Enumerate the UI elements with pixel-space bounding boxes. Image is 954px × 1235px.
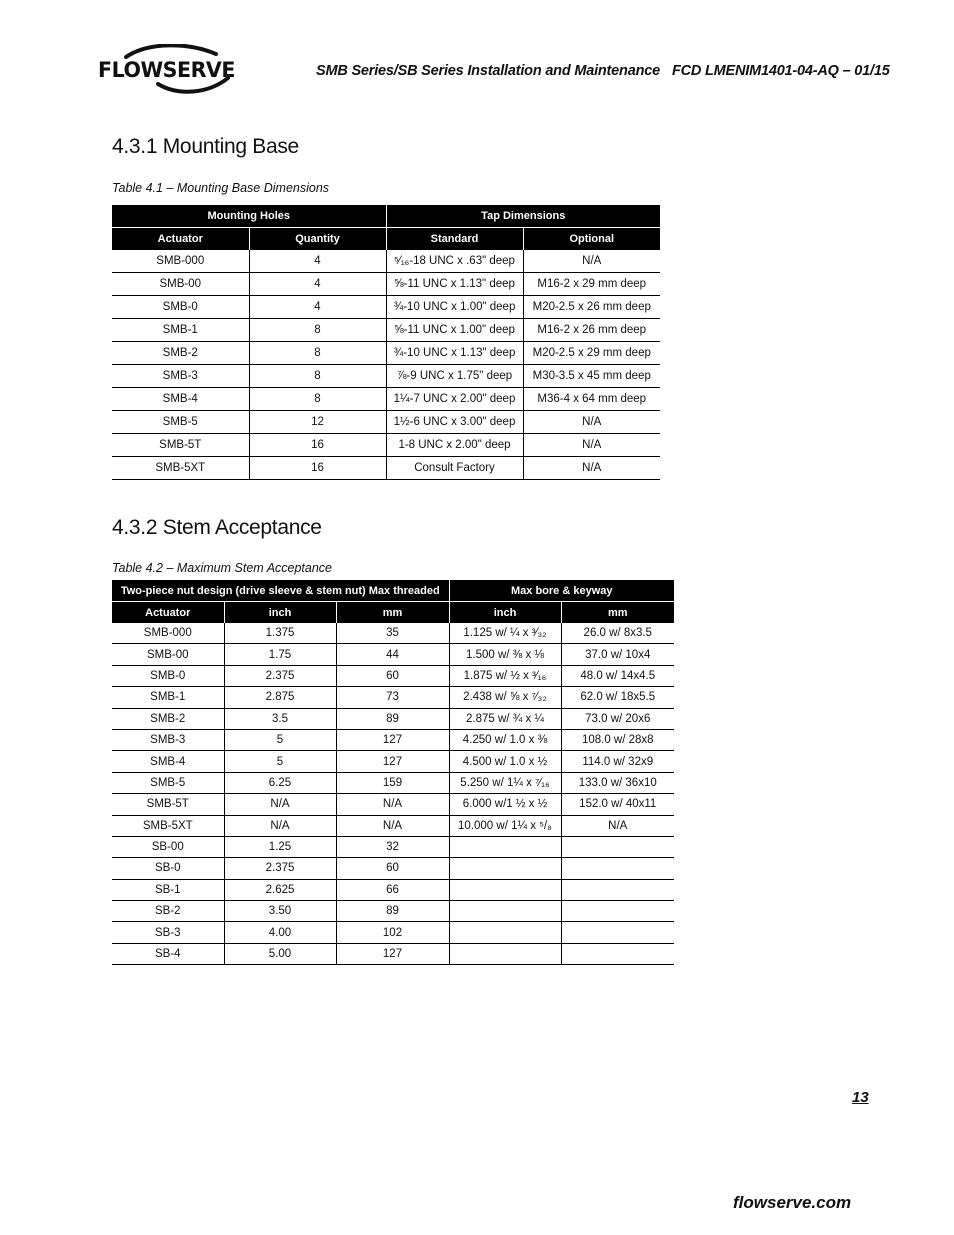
column-header-standard: Standard: [386, 228, 523, 251]
table-cell: 60: [336, 665, 449, 686]
table-cell: 1.500 w/ ⅜ x ⅛: [449, 644, 561, 665]
table-cell: SMB-5: [112, 411, 249, 434]
table-cell: 1-8 UNC x 2.00" deep: [386, 434, 523, 457]
mounting-base-table: [112, 205, 660, 480]
table-cell: 5: [224, 729, 336, 750]
table-cell: M16-2 x 26 mm deep: [523, 319, 660, 342]
table-cell: 4.500 w/ 1.0 x ½: [449, 751, 561, 772]
column-header-threaded-mm: mm: [336, 602, 449, 624]
table-cell: M20-2.5 x 26 mm deep: [523, 296, 660, 319]
table-row: [112, 815, 674, 836]
flowserve-logo: [98, 44, 238, 96]
table-cell: 2.875: [224, 687, 336, 708]
column-header-quantity: Quantity: [249, 228, 386, 251]
column-header-actuator: Actuator: [112, 602, 224, 624]
table-cell: SMB-000: [112, 623, 224, 644]
table-cell: 37.0 w/ 10x4: [561, 644, 674, 665]
table-cell: 73.0 w/ 20x6: [561, 708, 674, 729]
table-cell: [561, 836, 674, 857]
table-cell: SMB-4: [112, 751, 224, 772]
table-cell: 60: [336, 858, 449, 879]
table-cell: N/A: [523, 434, 660, 457]
group-header-max-bore-keyway: Max bore & keyway: [449, 580, 674, 602]
table-cell: SMB-5T: [112, 794, 224, 815]
table-row: [112, 922, 674, 943]
table-cell: [561, 943, 674, 964]
footer-url: flowserve.com: [733, 1193, 852, 1212]
table-cell: M36-4 x 64 mm deep: [523, 388, 660, 411]
table-row: [112, 365, 660, 388]
table-row: [112, 772, 674, 793]
table-row: [112, 250, 660, 273]
table-cell: N/A: [561, 815, 674, 836]
table-cell: SB-2: [112, 901, 224, 922]
table-cell: 26.0 w/ 8x3.5: [561, 623, 674, 644]
table-row: [112, 434, 660, 457]
table-cell: SMB-5: [112, 772, 224, 793]
column-header-optional: Optional: [523, 228, 660, 251]
table-cell: 8: [249, 319, 386, 342]
table-cell: 5.250 w/ 1¼ x ⁷⁄₁₆: [449, 772, 561, 793]
table-cell: 133.0 w/ 36x10: [561, 772, 674, 793]
table-cell: 4.250 w/ 1.0 x ⅜: [449, 729, 561, 750]
table-cell: 114.0 w/ 32x9: [561, 751, 674, 772]
table-cell: SB-4: [112, 943, 224, 964]
document-title: SMB Series/SB Series Installation and Maintenance: [316, 63, 660, 79]
table-cell: M20-2.5 x 29 mm deep: [523, 342, 660, 365]
table-cell: SMB-00: [112, 273, 249, 296]
table-row: [112, 623, 674, 644]
table-cell: 1.875 w/ ½ x ³⁄₁₆: [449, 665, 561, 686]
table-cell: N/A: [224, 794, 336, 815]
table-row: [112, 943, 674, 964]
table-row: [112, 858, 674, 879]
table-cell: [561, 879, 674, 900]
table-cell: M30-3.5 x 45 mm deep: [523, 365, 660, 388]
table-cell: 48.0 w/ 14x4.5: [561, 665, 674, 686]
table-cell: 3.5: [224, 708, 336, 729]
table-row: [112, 708, 674, 729]
table-cell: [449, 858, 561, 879]
table-cell: 44: [336, 644, 449, 665]
table-cell: 5: [224, 751, 336, 772]
table-cell: N/A: [336, 794, 449, 815]
table-cell: 89: [336, 901, 449, 922]
table-cell: [449, 922, 561, 943]
table-cell: 32: [336, 836, 449, 857]
table-cell: 1.125 w/ ¼ x ³⁄₃₂: [449, 623, 561, 644]
table-cell: SMB-2: [112, 342, 249, 365]
page-header: [316, 63, 890, 79]
table-cell: 1½-6 UNC x 3.00" deep: [386, 411, 523, 434]
table-cell: 4: [249, 296, 386, 319]
table-cell: 4.00: [224, 922, 336, 943]
table-cell: 62.0 w/ 18x5.5: [561, 687, 674, 708]
table-cell: 4: [249, 273, 386, 296]
table-cell: 127: [336, 751, 449, 772]
table-cell: SMB-5T: [112, 434, 249, 457]
table-cell: 35: [336, 623, 449, 644]
table-cell: 108.0 w/ 28x8: [561, 729, 674, 750]
table-cell: N/A: [523, 411, 660, 434]
table-cell: SMB-5XT: [112, 457, 249, 480]
table-cell: 1.75: [224, 644, 336, 665]
table-cell: [561, 922, 674, 943]
table-row: [112, 296, 660, 319]
table-cell: SB-3: [112, 922, 224, 943]
table-cell: 2.375: [224, 858, 336, 879]
document-number: FCD LMENIM1401-04-AQ – 01/15: [671, 63, 890, 79]
section-heading-mounting-base: 4.3.1 Mounting Base: [112, 135, 299, 158]
table-cell: [561, 858, 674, 879]
table-cell: [449, 901, 561, 922]
table-row: [112, 411, 660, 434]
table-cell: ⅝-11 UNC x 1.13" deep: [386, 273, 523, 296]
table-cell: ⅝-11 UNC x 1.00" deep: [386, 319, 523, 342]
table-cell: 8: [249, 365, 386, 388]
table-cell: 73: [336, 687, 449, 708]
table-cell: ⅞-9 UNC x 1.75" deep: [386, 365, 523, 388]
table-cell: SMB-5XT: [112, 815, 224, 836]
table-cell: SMB-2: [112, 708, 224, 729]
table-caption-mounting-base: Table 4.1 – Mounting Base Dimensions: [112, 181, 330, 195]
table-cell: SMB-3: [112, 365, 249, 388]
table-cell: 1¼-7 UNC x 2.00" deep: [386, 388, 523, 411]
table-cell: 10.000 w/ 1¼ x ⁵/₈: [449, 815, 561, 836]
table-cell: 4: [249, 250, 386, 273]
table-cell: 1.375: [224, 623, 336, 644]
table-cell: M16-2 x 29 mm deep: [523, 273, 660, 296]
table-cell: 12: [249, 411, 386, 434]
table-cell: SMB-0: [112, 296, 249, 319]
table-cell: 8: [249, 388, 386, 411]
table-cell: SB-1: [112, 879, 224, 900]
table-cell: [449, 879, 561, 900]
table-cell: 152.0 w/ 40x11: [561, 794, 674, 815]
table-row: [112, 342, 660, 365]
table-cell: N/A: [224, 815, 336, 836]
page-number: 13: [852, 1089, 869, 1106]
table-cell: 1.25: [224, 836, 336, 857]
table-row: [112, 457, 660, 480]
table-cell: 66: [336, 879, 449, 900]
logo-wordmark: FLOWSERVE: [98, 58, 235, 82]
table-cell: SMB-000: [112, 250, 249, 273]
table-row: [112, 794, 674, 815]
table-cell: [449, 836, 561, 857]
table-cell: ¾-10 UNC x 1.00" deep: [386, 296, 523, 319]
table-cell: ⁵⁄₁₆-18 UNC x .63" deep: [386, 250, 523, 273]
table-cell: 2.875 w/ ¾ x ¼: [449, 708, 561, 729]
table-cell: 2.438 w/ ⅝ x ⁷⁄₃₂: [449, 687, 561, 708]
table-cell: 6.25: [224, 772, 336, 793]
table-row: [112, 388, 660, 411]
table-cell: 6.000 w/1 ½ x ½: [449, 794, 561, 815]
table-cell: SMB-1: [112, 319, 249, 342]
table-row: [112, 729, 674, 750]
table-cell: N/A: [523, 457, 660, 480]
table-cell: SMB-0: [112, 665, 224, 686]
table-cell: 102: [336, 922, 449, 943]
section-heading-stem-acceptance: 4.3.2 Stem Acceptance: [112, 516, 322, 539]
table-row: [112, 644, 674, 665]
table-cell: [561, 901, 674, 922]
table-cell: [449, 943, 561, 964]
table-row: [112, 836, 674, 857]
column-header-bore-inch: inch: [449, 602, 561, 624]
table-row: [112, 879, 674, 900]
column-header-actuator: Actuator: [112, 228, 249, 251]
stem-acceptance-table: [112, 580, 674, 965]
table-cell: 2.625: [224, 879, 336, 900]
table-cell: 5.00: [224, 943, 336, 964]
table-cell: 127: [336, 729, 449, 750]
table-row: [112, 687, 674, 708]
table-cell: Consult Factory: [386, 457, 523, 480]
table-cell: 127: [336, 943, 449, 964]
group-header-mounting-holes: Mounting Holes: [112, 205, 386, 228]
table-cell: SMB-3: [112, 729, 224, 750]
table-cell: N/A: [336, 815, 449, 836]
table-cell: 8: [249, 342, 386, 365]
table-cell: 16: [249, 434, 386, 457]
group-header-max-threaded: Two-piece nut design (drive sleeve & stem nut) Max threaded: [112, 580, 449, 602]
table-caption-stem-acceptance: Table 4.2 – Maximum Stem Acceptance: [112, 561, 333, 575]
table-row: [112, 273, 660, 296]
group-header-tap-dimensions: Tap Dimensions: [386, 205, 660, 228]
table-row: [112, 751, 674, 772]
table-cell: SMB-1: [112, 687, 224, 708]
column-header-threaded-inch: inch: [224, 602, 336, 624]
table-row: [112, 319, 660, 342]
table-cell: 2.375: [224, 665, 336, 686]
table-cell: ¾-10 UNC x 1.13" deep: [386, 342, 523, 365]
table-cell: SB-0: [112, 858, 224, 879]
table-cell: SMB-00: [112, 644, 224, 665]
table-cell: N/A: [523, 250, 660, 273]
table-cell: 159: [336, 772, 449, 793]
table-row: [112, 665, 674, 686]
table-cell: SB-00: [112, 836, 224, 857]
column-header-bore-mm: mm: [561, 602, 674, 624]
table-cell: SMB-4: [112, 388, 249, 411]
table-row: [112, 901, 674, 922]
table-cell: 16: [249, 457, 386, 480]
table-cell: 3.50: [224, 901, 336, 922]
table-cell: 89: [336, 708, 449, 729]
